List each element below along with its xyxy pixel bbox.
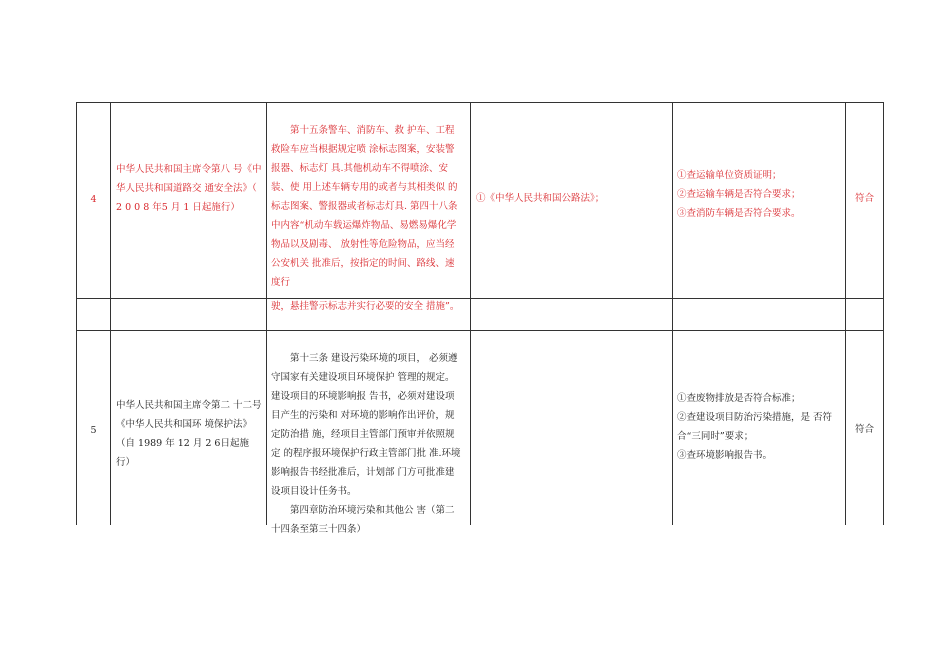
row4-legal-basis: ①《中华人民共和国公路法》； — [476, 193, 605, 204]
row5-clause-para: 第四章防治环境污染和其他公 害（第二十四条至第三十四条） — [271, 505, 455, 535]
row5-check-item: ③查环境影响报告书。 — [677, 450, 773, 461]
row5-law-name: 中华人民共和国主席令第二 十二号《中华人民共和国环 境保护法》（自 1989 年 12 月 2 6日起施行） — [116, 400, 262, 468]
row5-number: 5 — [90, 425, 97, 436]
row5-check-item: ①查废物排放是否符合标准； — [677, 393, 801, 404]
col-border-5 — [845, 102, 846, 525]
col-border-3 — [470, 102, 471, 525]
row4-clause-para: 第十五条警车、消防车、救 护车、工程救险车应当根据规定喷 涂标志图案，安装警报器、标志灯 具.其他机动车不得喷涂、安装、使 用上述车辆专用的或者与其相类似 的标志图案、警报器或者标志灯具. 第四十八条中内容“机动车载运爆炸物品、易燃易爆化学物品以及剧毒、 放射性等危险物品，应当经公安机关 批准后，按指定的时间、路线、速度行 — [271, 125, 458, 288]
row-divider-row5-top — [76, 330, 883, 331]
row4-check-item: ②查运输车辆是否符合要求； — [677, 189, 801, 200]
table-top-border — [76, 102, 883, 103]
row-divider-continuation-top — [76, 298, 883, 299]
row4-law-name: 中华人民共和国主席令第八 号《中华人民共和国道路交 通安全法》（ 2 0 0 8 年5 月 1 日起施行） — [116, 164, 262, 213]
row4-result: 符合 — [854, 193, 874, 204]
row4-check-item: ①查运输单位资质证明； — [677, 170, 782, 181]
row5-check-list — [677, 389, 843, 465]
row4-check-item: ③查消防车辆是否符合要求。 — [677, 208, 801, 219]
row5-clause-para: 第十三条 建设污染环境的项目， 必须遵守国家有关建设项目环境保护 管理的规定。建设项目的环境影响报 告书，必须对建设项目产生的污染和 对环境的影响作出评价，规定防治措 施，经项目主管部门预审并依照规定 的程序报环境保护行政主管部门批 准.环境影响报告书经批准后，计划部 门方可批准建设项目设计任务书。 — [271, 353, 461, 497]
row5-clause-text — [271, 349, 464, 539]
col-border-right — [883, 102, 884, 525]
col-border-left — [76, 102, 77, 525]
row5-check-item: ②查建设项目防治污染措施，是 否符合“三同时”要求； — [677, 412, 833, 442]
col-border-1 — [110, 102, 111, 525]
row4-check-list — [677, 166, 843, 223]
col-border-2 — [266, 102, 267, 525]
row4-clause-continuation: 驶，悬挂警示标志并实行必要的安全 措施”。 — [271, 301, 460, 312]
row4-number: 4 — [90, 194, 97, 205]
col-border-4 — [672, 102, 673, 525]
row5-result: 符合 — [854, 424, 874, 435]
row4-clause-text — [271, 121, 464, 292]
